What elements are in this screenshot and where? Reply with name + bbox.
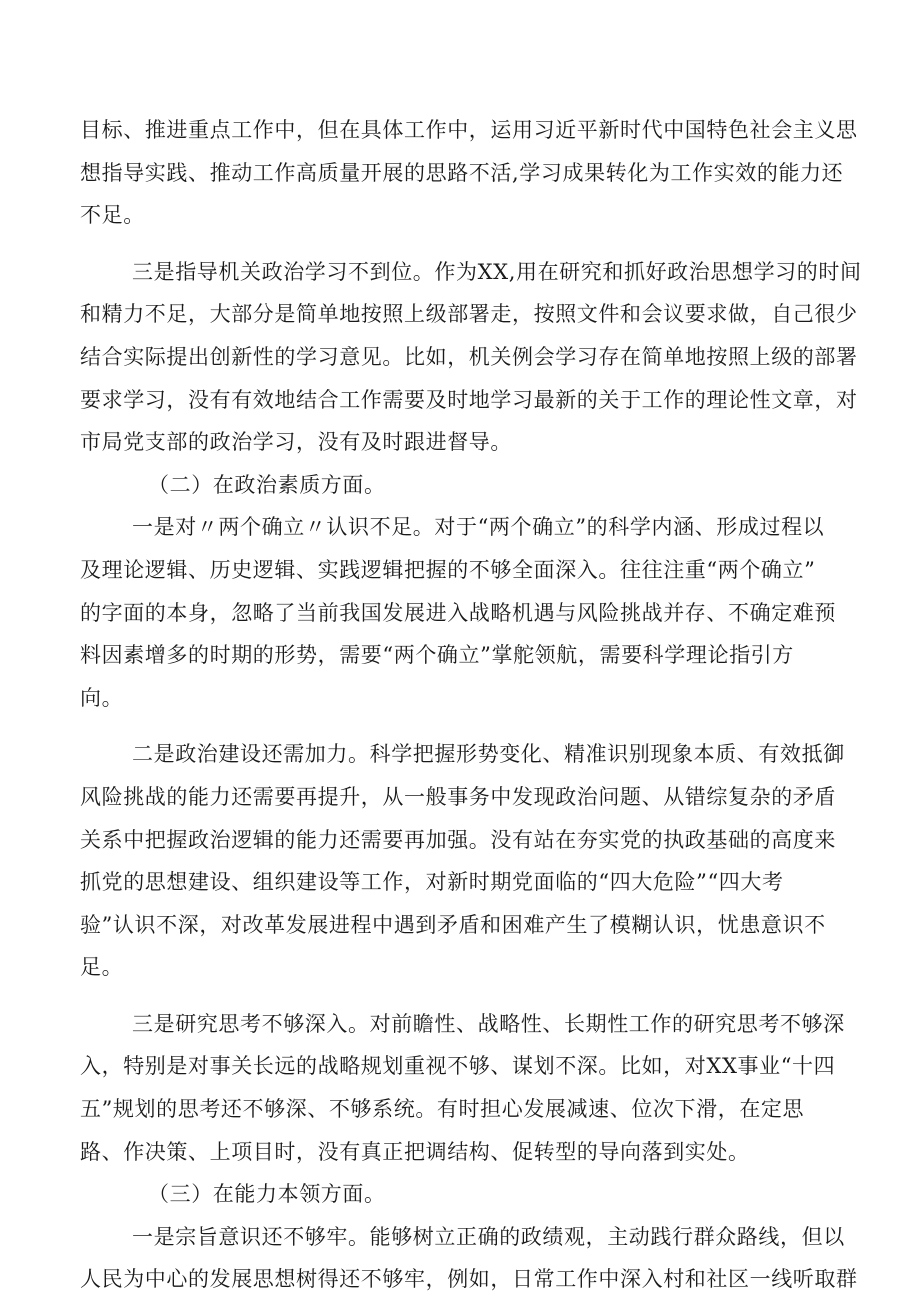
text-line: 不足。 bbox=[80, 203, 145, 228]
text-line: 关系中把握政治逻辑的能力还需要再加强。没有站在夯实党的执政基础的高度来 bbox=[80, 827, 836, 852]
text-line: 向。 bbox=[80, 685, 124, 710]
text-line: 结合实际提出创新性的学习意见。比如，机关例会学习存在简单地按照上级的部署 bbox=[80, 344, 858, 369]
text-line: 三是指导机关政治学习不到位。作为XX,用在研究和抓好政治思想学习的时间 bbox=[132, 259, 862, 284]
text-line: 料因素增多的时期的形势，需要“两个确立”掌舵领航，需要科学理论指引方 bbox=[80, 643, 794, 668]
text-line: 路、作决策、上项目时，没有真正把调结构、促转型的导向落到实处。 bbox=[80, 1139, 750, 1164]
text-line: 人民为中心的发展思想树得还不够牢，例如，日常工作中深入村和社区一线听取群 bbox=[80, 1267, 858, 1292]
text-line: 目标、推进重点工作中，但在具体工作中，运用习近平新时代中国特色社会主义思 bbox=[80, 118, 858, 142]
text-line: 验”认识不深，对改革发展进程中遇到矛盾和困难产生了模糊认识，忧患意识不 bbox=[80, 912, 826, 937]
text-line: 抓党的思想建设、组织建设等工作，对新时期党面临的“四大危险”“四大考 bbox=[80, 870, 784, 895]
paragraph-gap bbox=[80, 989, 856, 1003]
text-line: 及理论逻辑、历史逻辑、实践逻辑把握的不够全面深入。往往注重“两个确立” bbox=[80, 557, 816, 582]
section-heading: （三）在能力本领方面。 bbox=[148, 1182, 386, 1207]
document-body bbox=[80, 109, 862, 1301]
section-heading: （二）在政治素质方面。 bbox=[148, 472, 386, 497]
text-line: 足。 bbox=[80, 955, 124, 980]
text-line: 想指导实践、推动工作高质量开展的思路不活,学习成果转化为工作实效的能力还 bbox=[80, 160, 844, 185]
paragraph-gap bbox=[80, 237, 856, 251]
text-line: 三是研究思考不够深入。对前瞻性、战略性、长期性工作的研究思考不够深 bbox=[132, 1011, 845, 1036]
text-line: 风险挑战的能力还需要再提升，从一般事务中发现政治问题、从错综复杂的矛盾 bbox=[80, 784, 836, 809]
text-line: 一是宗旨意识还不够牢。能够树立正确的政绩观，主动践行群众路线，但以 bbox=[132, 1224, 845, 1249]
text-line: 二是政治建设还需加力。科学把握形势变化、精准识别现象本质、有效抵御 bbox=[132, 742, 845, 767]
text-line: 入，特别是对事关长远的战略规划重视不够、谋划不深。比如，对XX事业“十四 bbox=[80, 1054, 836, 1079]
text-line: 市局党支部的政治学习，没有及时跟进督导。 bbox=[80, 430, 512, 455]
text-line: 要求学习，没有有效地结合工作需要及时地学习最新的关于工作的理论性文章，对 bbox=[80, 387, 858, 412]
paragraph-gap bbox=[80, 719, 856, 733]
text-line: 五”规划的思考还不够深、不够系统。有时担心发展减速、位次下滑，在定思 bbox=[80, 1097, 805, 1122]
text-line: 一是对〃两个确立〃认识不足。对于“两个确立”的科学内涵、形成过程以 bbox=[132, 515, 825, 540]
text-line: 的字面的本身，忽略了当前我国发展进入战略机遇与风险挑战并存、不确定难预 bbox=[80, 600, 836, 625]
text-line: 和精力不足，大部分是简单地按照上级部署走，按照文件和会议要求做，自己很少 bbox=[80, 302, 858, 327]
